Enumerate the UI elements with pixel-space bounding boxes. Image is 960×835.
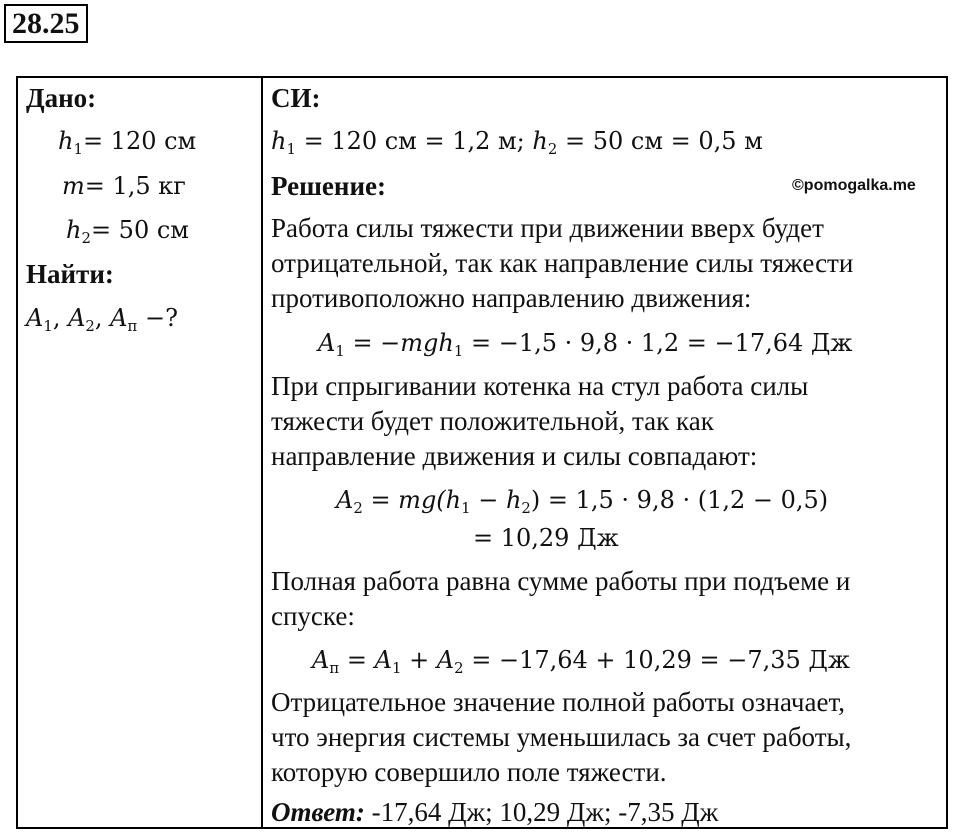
- eq2-lhs-sub: 2: [353, 499, 363, 518]
- p3-line-1: Полная работа равна сумме работы при подъеме и: [271, 566, 851, 596]
- p2-line-3: направление движения и силы совпадают:: [271, 441, 758, 471]
- eq3-lhs-sub: п: [329, 659, 340, 678]
- given-h2-var: h: [66, 216, 82, 244]
- p1-line-2: отрицательной, так как направление силы тяжести: [271, 248, 854, 278]
- eq2-b: − h: [470, 486, 522, 514]
- eq2-rhs: ) = 1,5 · 9,8 · (1,2 − 0,5): [530, 486, 829, 514]
- eq3-b-sub: 2: [454, 659, 464, 678]
- given-h2-sub: 2: [81, 229, 91, 248]
- find-ap-sub: п: [127, 317, 138, 336]
- column-divider: [261, 78, 263, 827]
- given-h1: [58, 125, 196, 165]
- find-a1-sub: 1: [43, 317, 53, 336]
- eq3-rhs: = −17,64 + 10,29 = −7,35 Дж: [463, 646, 850, 674]
- given-h2-value: = 50 см: [90, 216, 189, 244]
- p1-line-3: противоположно направлению движения:: [271, 283, 752, 313]
- find-suffix: −?: [137, 304, 179, 332]
- equation-a1: [318, 327, 853, 367]
- p2-line-2: тяжести будет положительной, так как: [271, 406, 714, 436]
- given-h1-var: h: [58, 127, 74, 155]
- problem-number: 28.25: [4, 4, 88, 43]
- p1-line-1: Работа силы тяжести при движении вверх будет: [271, 213, 824, 243]
- answer-text: -17,64 Дж; 10,29 Дж; -7,35 Дж: [364, 797, 719, 827]
- si-h1-var: h: [271, 127, 287, 155]
- given-m: [62, 170, 186, 202]
- eq2-a-sub: 1: [461, 499, 471, 518]
- find-a2-sub: 2: [85, 317, 95, 336]
- eq2-b-sub: 2: [521, 499, 531, 518]
- si-h1-sub: 1: [286, 140, 296, 159]
- given-h1-sub: 1: [73, 140, 83, 159]
- si-h2-text: = 50 см = 0,5 м: [557, 127, 763, 155]
- p3-line-2: спуске:: [271, 601, 355, 631]
- find-a1-var: A: [26, 304, 44, 332]
- p4-line-3: которую совершило поле тяжести.: [271, 757, 667, 787]
- p4-line-1: Отрицательное значение полной работы означает,: [271, 687, 845, 717]
- equation-ap: [312, 644, 850, 684]
- given-header: Дано:: [26, 83, 97, 113]
- answer-line: [271, 796, 718, 828]
- solution-header: Решение:: [271, 171, 386, 201]
- find-line: $A_1$, $A_2$, $A_п$ −?: [26, 304, 179, 336]
- eq1-lhs: A: [318, 329, 336, 357]
- given-m-value: = 1,5 кг: [84, 172, 186, 200]
- answer-label: Ответ:: [271, 797, 365, 827]
- equation-a2-result: = 10,29 Дж: [473, 524, 619, 552]
- eq2-a: = mg(h: [362, 486, 462, 514]
- eq3-a: = A: [339, 646, 392, 674]
- equation-a2: [336, 484, 828, 524]
- given-m-var: m: [62, 172, 85, 200]
- watermark: ©pomogalka.me: [792, 177, 916, 194]
- eq1-rhs: = −1,5 · 9,8 · 1,2 = −17,64 Дж: [463, 329, 853, 357]
- eq2-lhs: A: [336, 486, 354, 514]
- eq1-mid: = −mgh: [344, 329, 454, 357]
- si-header: СИ:: [271, 83, 321, 113]
- find-header: Найти:: [26, 259, 114, 289]
- p4-line-2: что энергия системы уменьшилась за счет работы,: [271, 722, 852, 752]
- si-h1-text: = 120 см = 1,2 м;: [295, 127, 533, 155]
- find-a2-var: A: [68, 304, 86, 332]
- given-h2: [66, 214, 189, 254]
- eq3-lhs: A: [312, 646, 330, 674]
- eq1-lhs-sub: 1: [335, 342, 345, 361]
- eq1-mid-sub: 1: [453, 342, 464, 361]
- si-h2-var: h: [532, 127, 548, 155]
- p2-line-1: При спрыгивании котенка на стул работа силы: [271, 371, 809, 401]
- si-line: [271, 125, 763, 165]
- find-ap-var: A: [110, 304, 128, 332]
- given-h1-value: = 120 см: [82, 127, 197, 155]
- eq3-b: + A: [401, 646, 455, 674]
- eq3-a-sub: 1: [391, 659, 402, 678]
- si-h2-sub: 2: [547, 140, 558, 159]
